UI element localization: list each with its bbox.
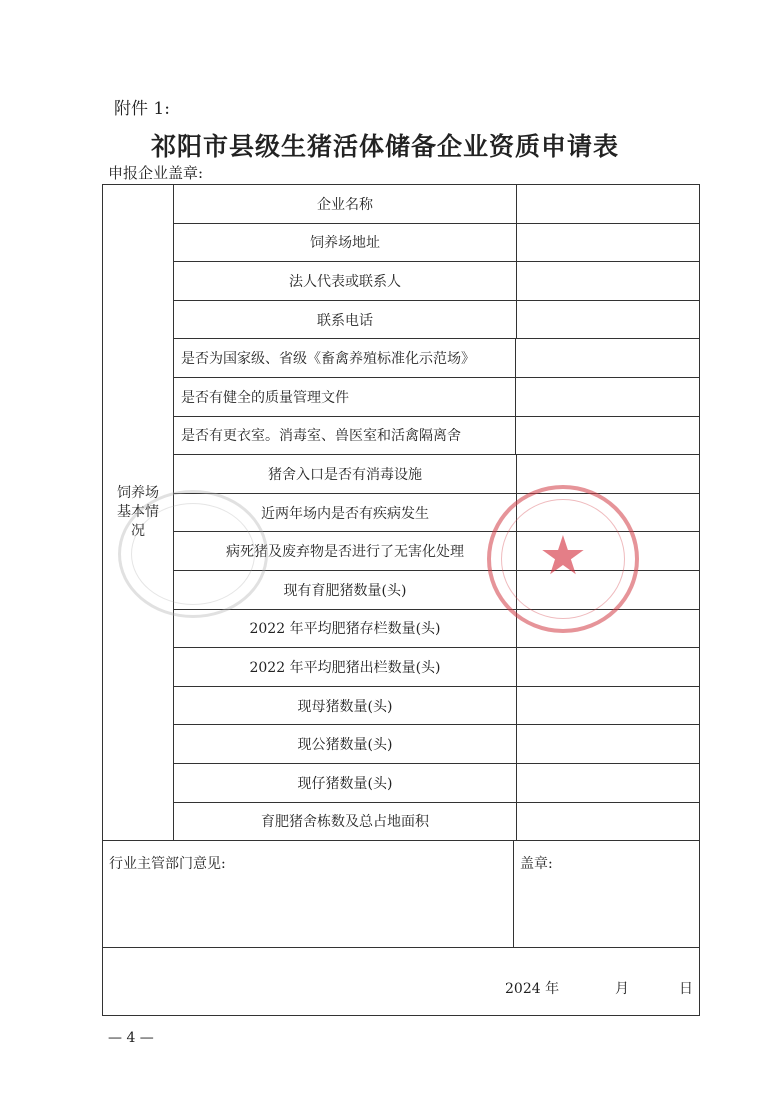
row-label-disease: 近两年场内是否有疾病发生: [174, 494, 517, 532]
seal-star-icon: ★: [538, 524, 588, 587]
table-row: [174, 687, 699, 726]
table-row: [174, 764, 699, 803]
value-facilities[interactable]: [516, 417, 699, 455]
row-label-avg-output: 2022 年平均肥猪出栏数量(头): [174, 648, 517, 686]
row-label-farm-address: 饲养场地址: [174, 224, 517, 262]
row-label-demo-farm: 是否为国家级、省级《畜禽养殖标准化示范场》: [174, 339, 516, 377]
applicant-seal-label: 申报企业盖章:: [108, 164, 204, 182]
value-boars[interactable]: [517, 725, 699, 763]
value-avg-output[interactable]: [517, 648, 699, 686]
attachment-label: 附件 1:: [114, 99, 170, 119]
group-label-cell: [103, 185, 174, 840]
value-phone[interactable]: [517, 301, 699, 339]
page-title: 祁阳市县级生猪活体储备企业资质申请表: [150, 132, 619, 161]
table-row: [174, 301, 699, 340]
table-row: [174, 224, 699, 263]
value-sows[interactable]: [517, 687, 699, 725]
value-fattening-count[interactable]: [517, 571, 699, 609]
date-month: 月: [615, 981, 629, 997]
row-label-disinfection: 猪舍入口是否有消毒设施: [174, 455, 517, 493]
seal-label: 盖章:: [520, 856, 553, 872]
value-company-name[interactable]: [517, 185, 699, 223]
value-piglets[interactable]: [517, 764, 699, 802]
page-number: — 4 —: [108, 1030, 154, 1046]
value-farm-address[interactable]: [517, 224, 699, 262]
row-label-barns-area: 育肥猪舍栋数及总占地面积: [174, 803, 517, 841]
value-barns-area[interactable]: [517, 803, 699, 841]
row-label-quality-docs: 是否有健全的质量管理文件: [174, 378, 516, 416]
department-opinion-cell[interactable]: [103, 841, 514, 947]
table-row: [174, 571, 699, 610]
row-label-facilities: 是否有更衣室。消毒室、兽医室和活禽隔离舍: [174, 417, 516, 455]
row-label-sows: 现母猪数量(头): [174, 687, 517, 725]
table-row: [174, 610, 699, 649]
table-row: [174, 494, 699, 533]
group-label: 饲养场基本情况: [117, 485, 159, 539]
table-row: [174, 725, 699, 764]
value-waste[interactable]: [517, 532, 699, 570]
value-demo-farm[interactable]: [516, 339, 699, 377]
value-legal-rep[interactable]: [517, 262, 699, 300]
table-row: [174, 262, 699, 301]
value-avg-stock[interactable]: [517, 610, 699, 648]
table-row: [174, 339, 699, 378]
table-row: [174, 417, 699, 456]
row-label-piglets: 现仔猪数量(头): [174, 764, 517, 802]
row-label-boars: 现公猪数量(头): [174, 725, 517, 763]
farm-basic-info-section: [103, 185, 699, 841]
value-quality-docs[interactable]: [516, 378, 699, 416]
info-rows: [174, 185, 699, 840]
date-day: 日: [679, 981, 693, 997]
value-disease[interactable]: [517, 494, 699, 532]
row-label-company-name: 企业名称: [174, 185, 517, 223]
row-label-avg-stock: 2022 年平均肥猪存栏数量(头): [174, 610, 517, 648]
date-section: [103, 948, 699, 1015]
table-row: [174, 532, 699, 571]
department-opinion-label: 行业主管部门意见:: [109, 856, 226, 872]
row-label-fattening-count: 现有育肥猪数量(头): [174, 571, 517, 609]
table-row: [174, 648, 699, 687]
seal-cell[interactable]: [514, 841, 699, 947]
row-label-legal-rep: 法人代表或联系人: [174, 262, 517, 300]
table-row: [174, 378, 699, 417]
table-row: [174, 455, 699, 494]
row-label-phone: 联系电话: [174, 301, 517, 339]
row-label-waste: 病死猪及废弃物是否进行了无害化处理: [174, 532, 517, 570]
table-row: [174, 803, 699, 841]
table-row: [174, 185, 699, 224]
value-disinfection[interactable]: [517, 455, 699, 493]
date-year: 2024 年: [505, 981, 560, 997]
application-form-table: [102, 184, 700, 1016]
opinion-section: [103, 841, 699, 948]
